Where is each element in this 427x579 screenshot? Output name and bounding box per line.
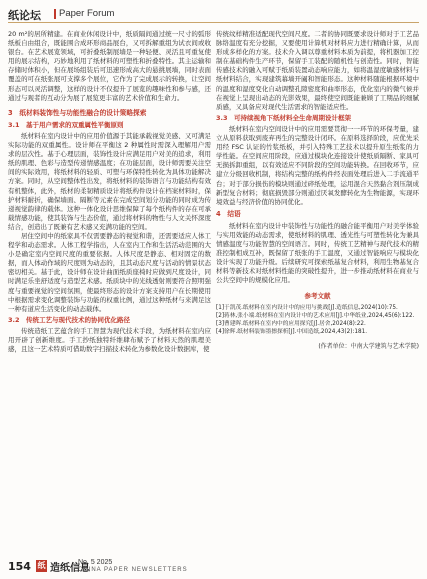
header-rule — [8, 22, 419, 23]
section-3-heading: 3 纸材料装饰性与功能性融合的设计策略探索 — [8, 108, 147, 117]
header-title-en: Paper Forum — [59, 8, 115, 19]
section-3-1-heading: 3.1 基于用户需求的双重属性平衡原则 — [8, 120, 124, 129]
magazine-logo-icon: 纸 — [37, 561, 46, 570]
paragraph-3-2: 传统造纸工艺蕴含的手工智慧为现代技术手段，为纸材料在室内应用开辟了创新维度。手工抄纸独特纤维肆布赋予了材料天然的肌理美感，且这一艺术特质可借助数字扫描技术转化为参数化设计数据库，使 — [8, 326, 211, 354]
paragraph-4: 纸材料在室内设计中装饰性与功能性的融合能平衡用户对美学体验与实用效能的动态需求，使纸材料的肌理、透光性与可塑性转化为兼具情感温度与功能智慧的空间语言。同时，传统工艺精神与现代技术的精准控制相成互补，既保留了纸张的手工温度，又通过智能响应与模块化设计实现了功能升级。后续研究可探索纸基复合材料，利用生物基复合材料等新技术对纸材料性能的突破性提升，进一步推动纸材料在商业与公共空间中的规模化应用。 — [216, 221, 419, 285]
reference-item: [1]于凯茂.纸材料在室内设计中的应用与挑战[J].造纸信息,2024(10):75. — [216, 304, 398, 311]
author-affiliation: (作者单位：中南大学建筑与艺术学院) — [318, 343, 419, 351]
magazine-name-en: CHINA PAPER NEWSLETTERS — [78, 567, 188, 573]
section-3-2-heading: 3.2 传统工艺与现代技术的协同优化路径 — [8, 315, 131, 324]
page-footer — [8, 558, 419, 574]
paragraph-3-3: 纸材料在室内空间设计中的应用需要贯彻一一环节的环保考量，建立从原料获取到废弃再生的完整设计闭环。在原料选择阶段，应优先采用经 FSC 认证的竹浆纸板，并引入特殊工艺技术以提升原生纸浆的力学性能。在空间应用阶段，应通过模块化连接设计使纸质隔断、家具可无损拆卸重组，以有效适应不同阶段的空间功能转换。在回收环节，应建立分级回收机制，将结构完整的纸构件经表面处理后进入二手流通平台；对于部分损伤的模块则通过碎纸处理，运用混合天然黏合剂压制成新型复合材料；彻底损毁部分则通过厌氧发酵转化为生物能源，实现环境效益与经济价值的协同优化。 — [216, 124, 419, 206]
paragraph-continued: 传统纹样精准适配现代空间尺度。二者的协同既要求设计师对于工艺品脉络温度有充分挖掘，又要使用计算机对材料应力进行精确计算，从而形成多样化的方案。技术介入调以尊重材料本质为前提，将机器加工控制在基础构件生产环节，保留手工装配的随机性与创造性。同时，智能传感技术的融入可赋于纸质装置动态响应能力，如将温湿度敏感材料与纸材料结合，实现建筑幕墙开阖和智能形态。这种材料随能根据环境中的温度和湿度变化自动调整孔隙密度和曲率形态，优化室内的微气候并在视觉上呈现出动态的光影效果，最终使空间既能兼顾了工期品的细腻质感，又具备应对现代生活需求的智能适应性。 — [216, 30, 419, 111]
header-title-cn: 纸论坛 — [8, 9, 41, 22]
reference-item: [4]徐辉.纸材料装饰墨擦探析[J].中国造纸,2024,43(2):181. — [216, 329, 368, 336]
section-3-3-heading: 3.3 可持续视角下纸材料全生命周期设计框架 — [216, 113, 352, 122]
magazine-name-cn: 造纸信息 — [50, 563, 90, 574]
reference-item: [2]蒋林,张小端.纸材料在室内设计中的艺术应用[J].中华纸业,2024,45(6):122. — [216, 312, 415, 319]
page-number: 154 — [8, 560, 31, 573]
header-divider — [54, 9, 56, 19]
paragraph-3-1-b: 居住空间中的纸家具不仅需要静态的视觉和谐，还需要适应人体工程学和动态需求。人体工程学指出，人在室内工作和生活活动范围的大小是确定室内空间尺度的重要依据。人体尺度是静态、相对固定的数据，而人体动作域的尺度则为动态的，且其动态尺度与活动的情景状态密切相关。基于此，设计师在设计曲面纸质座椅时应做到尺度设计，同时满足乐坐舒适度与造型艺术感。纸质块中的光线透射则要符合照明强度与重要视觉的空间氛围，使最终形态的设计方案支持用户在长期使用中根据需求变化调整装饰与功能的权重比例，通过这种纸材与来满足这一种有道应生活变化的动态载体。 — [8, 231, 211, 313]
references-title: 参考文献 — [304, 291, 331, 300]
section-4-heading: 4 结语 — [216, 209, 241, 218]
right-column — [216, 30, 419, 352]
paragraph-3-1-a: 纸材料在室内设计中的应用价值源于其能承载视觉美感、又可满足实际功能的双重属性。设计师在平衡这 2 种属性时需深入理解用户需求的层次性。基于心理层面，装饰性设计应满足用户对美的追求，利用纸的肌理、色彩与造型传递情感温度；在功能层面，设计师需要关注空间的实际效用，将纸材料的轻质、可塑与环保特性转化为具体功能解决方案。同时，从空间整体性出发，将纸材料的装饰语言与功能结构有效有机整体，此外，纸材的柔韧精质设计将纸构件设计在档案材料时，保护材料耐折，确保墙面、隔断等元素在完成空间划分功能的同时成为传递视觉韵律的载体。这种一体化设计思维保障了每个纸构件的存在可承载情感功能，使其装饰与生态价值，通过将材料的物性与人文关怀深度结合，创造出了既兼有艺术感又充满功能的空间。 — [8, 131, 211, 231]
paragraph-intro: 20 m²的居所精建。在商业休闲设计中，纸质隔间通过统一尺寸的弧形纸板自由组合，既能围合成环形商品展台，又可拆解重组为试衣间或收银台。在艺术展览领域，可折叠纸制展墙是一种轻便、灵活且可重复使用的展示结构，巧妙地利用了纸材料的可塑性和折叠特性。其主运输和存储时体积小，但在展场组装后可迅速形成高大的悬挑展墙，同时表面覆盖的可在纸张展可支撑多个展位，它作为了完成展示的转换，让空间形态可以灵活调整，这样的设计不仅提升了展览的趣味性和参与感，还通过与观者的互动分为展了展览更丰富的艺术价值和生命力。 — [8, 30, 211, 102]
issue-number: No. 5 2025 — [78, 559, 113, 566]
left-column — [8, 30, 211, 354]
reference-item: [3]曹建晖.纸材料在室内中的应用探究[J].居舍,2024(8):22. — [216, 321, 366, 328]
